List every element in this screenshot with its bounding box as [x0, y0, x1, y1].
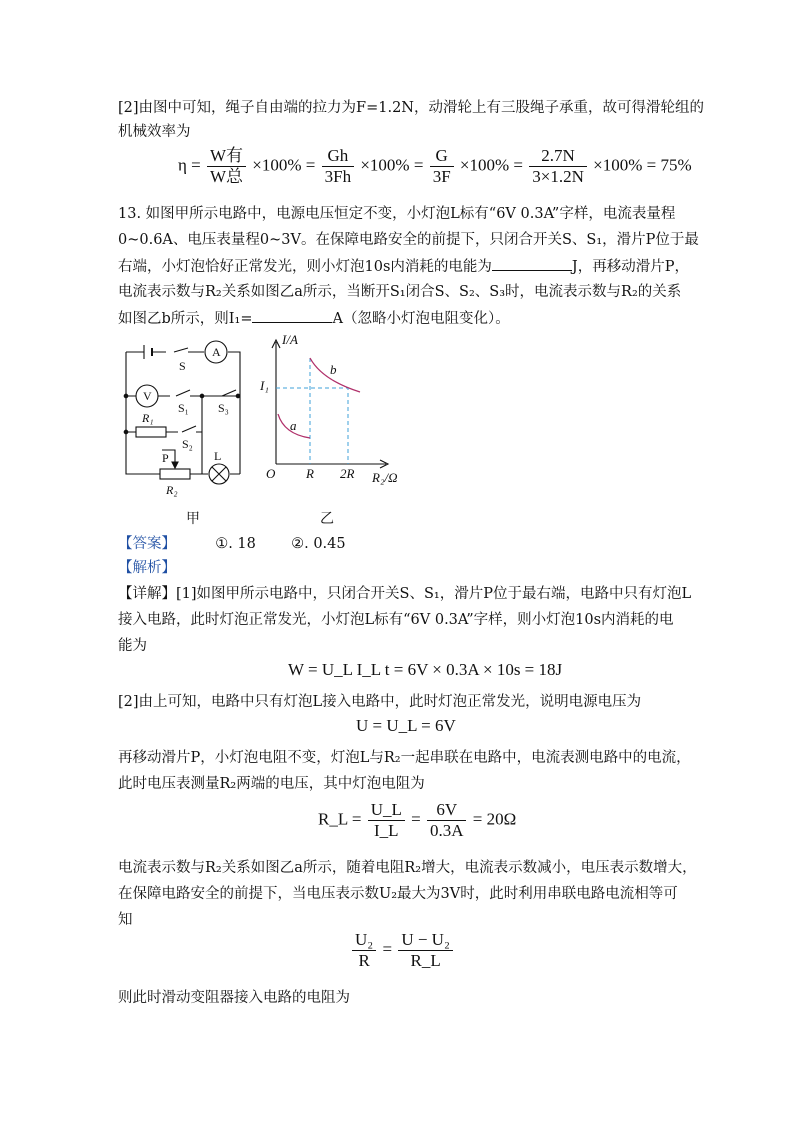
denominator: 3Fh — [324, 167, 352, 186]
text-segment: A（忽略小灯泡电阻变化）。 — [332, 311, 510, 327]
eq-term: R_L = — [318, 809, 362, 829]
analysis-tag: 【解析】 — [118, 560, 176, 576]
text-line: 电流表示数与R₂关系如图乙a所示，当断开S₁闭合S、S₂、S₃时，电流表示数与R₂的关系 — [118, 284, 682, 300]
switch-s3 — [222, 390, 236, 396]
curve-b-label: b — [330, 362, 337, 377]
numerator: U − U₂ — [398, 930, 453, 951]
eq-term: = — [382, 939, 393, 959]
fraction — [398, 930, 453, 971]
equation-voltage: U = U_L = 6V — [356, 716, 456, 735]
text-line: 0~0.6A、电压表量程0~3V。在保障电路安全的前提下，只闭合开关S、S₁，滑片P位于最 — [118, 232, 699, 248]
curve-a-label: a — [290, 418, 297, 433]
text-segment: 如图乙b所示，则I₁= — [118, 311, 253, 327]
text-segment: J，再移动滑片P， — [571, 259, 689, 275]
numerator: G — [430, 146, 454, 167]
eq-term: ×100% = — [459, 155, 523, 175]
equation-lamp-resistance — [318, 800, 516, 841]
denominator: 0.3A — [429, 821, 464, 840]
text-line: 则此时滑动变阻器接入电路的电阻为 — [118, 990, 350, 1006]
text-line: [2]由上可知，电路中只有灯泡L接入电路中，此时灯泡正常发光，说明电源电压为 — [118, 694, 642, 710]
text-segment: 右端，小灯泡恰好正常发光，则小灯泡10s内消耗的电能为 — [118, 259, 492, 275]
text-segment: [1]如图甲所示电路中，只闭合开关S、S₁，滑片P位于最右端，电路中只有灯泡L — [176, 586, 692, 602]
text-line — [118, 582, 691, 606]
numerator: U₂ — [352, 930, 376, 951]
fraction — [430, 146, 454, 187]
text-line: 电流表示数与R₂关系如图乙a所示，随着电阻R₂增大，电流表示数减小，电压表示数增大， — [118, 860, 697, 876]
tick-2r-label: 2R — [340, 466, 355, 481]
equation-ratio — [350, 930, 455, 971]
resistor-label-r1: R₁ — [142, 411, 154, 425]
answer-value-1: ①. 18 — [215, 536, 256, 552]
text-line: 知 — [118, 912, 133, 928]
resistor-r1 — [136, 427, 166, 437]
x-axis-label: R₂/Ω — [372, 470, 398, 485]
answer-tag: 【答案】 — [118, 536, 176, 552]
denominator: R_L — [410, 951, 441, 970]
text-line: 在保障电路安全的前提下，当电压表示数U₂最大为3V时，此时利用串联电路电流相等可 — [118, 886, 678, 902]
tick-r-label: R — [306, 466, 314, 481]
numerator: U_L — [368, 800, 405, 821]
switch-label-s3: S₃ — [218, 401, 229, 415]
numerator: 2.7N — [529, 146, 587, 167]
numerator: W有 — [207, 146, 246, 167]
answer-line — [118, 532, 346, 556]
eq-term: η = — [178, 155, 201, 175]
numerator: Gh — [322, 146, 354, 167]
slider-arrow — [172, 462, 178, 468]
denominator: 3F — [432, 167, 451, 186]
answer-value-2: ②. 0.45 — [291, 536, 346, 552]
eq-term: ×100% = 75% — [593, 155, 692, 175]
resistor-r2 — [160, 469, 190, 479]
slider-label: P — [162, 451, 169, 465]
text-line — [118, 254, 689, 279]
i1-label: I₁ — [260, 378, 269, 393]
eq-term: = — [411, 809, 421, 829]
eq-term: ×100% = — [360, 155, 424, 175]
fraction — [352, 930, 376, 971]
voltmeter-label: V — [143, 389, 152, 403]
guide-line — [276, 388, 348, 464]
fraction — [529, 146, 587, 187]
lamp-cross — [212, 467, 226, 481]
fraction — [427, 800, 467, 841]
ammeter-label: A — [212, 345, 221, 359]
y-axis-label: I/A — [282, 332, 298, 347]
junction-dot — [124, 394, 128, 398]
circuit-diagram — [118, 334, 248, 499]
numerator: 6V — [427, 800, 467, 821]
equation-efficiency — [178, 146, 692, 187]
lamp-label: L — [214, 449, 222, 463]
current-resistance-graph — [262, 330, 412, 500]
switch-label-s: S — [179, 359, 186, 373]
answer-blank — [492, 254, 572, 271]
eq-term: = 20Ω — [472, 809, 517, 829]
fraction — [207, 146, 246, 187]
denominator: R — [358, 951, 370, 970]
text-line: 接入电路，此时灯泡正常发光，小灯泡L标有“6V 0.3A”字样，则小灯泡10s内消耗的电 — [118, 612, 674, 628]
switch-label-s1: S₁ — [178, 401, 189, 415]
denominator: W总 — [209, 167, 244, 186]
denominator: I_L — [374, 821, 399, 840]
figure-caption: 乙 — [320, 511, 334, 527]
junction-dot — [236, 394, 240, 398]
text-line: 13. 如图甲所示电路中，电源电压恒定不变，小灯泡L标有“6V 0.3A”字样，电流表量程 — [118, 206, 676, 222]
text-line: 再移动滑片P，小灯泡电阻不变，灯泡L与R₂一起串联在电路中，电流表测电路中的电流， — [118, 750, 691, 766]
denominator: 3×1.2N — [532, 167, 584, 186]
text-line: 能为 — [118, 638, 147, 654]
answer-blank — [252, 306, 332, 323]
text-line — [118, 306, 510, 331]
switch-label-s2: S₂ — [182, 437, 193, 451]
equation-energy: W = U_L I_L t = 6V × 0.3A × 10s = 18J — [288, 660, 563, 679]
origin-label: O — [266, 466, 276, 481]
resistor-label-r2: R₂ — [166, 483, 178, 497]
fraction — [322, 146, 354, 187]
figure-caption: 甲 — [186, 511, 200, 527]
junction-dot — [124, 430, 128, 434]
fraction — [368, 800, 405, 841]
junction-dot — [200, 394, 204, 398]
text-line: 机械效率为 — [118, 124, 191, 140]
detail-tag: 【详解】 — [118, 586, 176, 602]
eq-term: ×100% = — [252, 155, 316, 175]
text-line: 此时电压表测量R₂两端的电压，其中灯泡电阻为 — [118, 776, 425, 792]
text-line: [2]由图中可知，绳子自由端的拉力为F=1.2N，动滑轮上有三股绳子承重，故可得滑轮组的 — [118, 100, 704, 116]
